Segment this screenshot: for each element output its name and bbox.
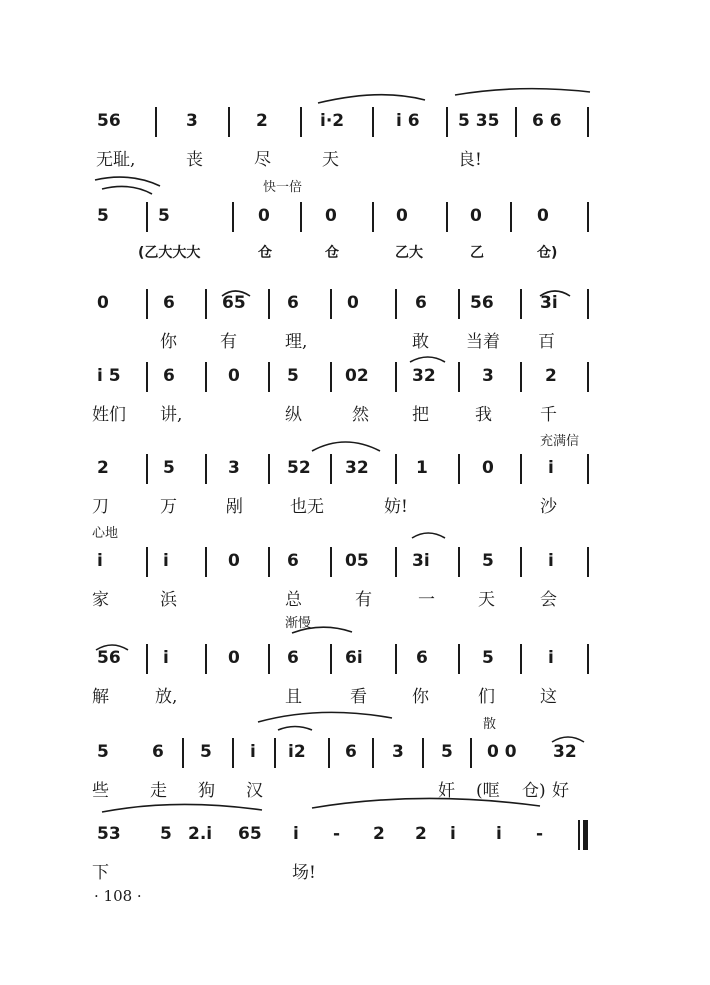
note: i (163, 648, 169, 668)
note: 6 (345, 742, 357, 762)
note: 0 (470, 206, 482, 226)
note: 6i (345, 648, 363, 668)
lyric: 总 (285, 590, 302, 610)
notation-row (0, 360, 710, 394)
barline (520, 547, 522, 577)
barline (446, 202, 448, 232)
lyric: 些 (92, 781, 109, 801)
lyric: 好 (552, 781, 569, 801)
note: 1 (416, 458, 428, 478)
note: 6 (415, 293, 427, 313)
lyric: 下 (92, 863, 109, 883)
barline (330, 289, 332, 319)
lyric: 浜 (160, 590, 177, 610)
barline (146, 644, 148, 674)
note: 6 (163, 366, 175, 386)
barline (395, 289, 397, 319)
note: 56 (97, 648, 121, 668)
barline (458, 644, 460, 674)
note: i2 (288, 742, 306, 762)
note: - (333, 824, 341, 844)
note: 65 (238, 824, 262, 844)
lyric: 万 (160, 497, 177, 517)
lyric: 剐 (226, 497, 243, 517)
note: i·2 (320, 111, 345, 131)
percussion-text: 仓 (325, 245, 339, 261)
note: 52 (287, 458, 311, 478)
barline (228, 107, 230, 137)
note: 0 (396, 206, 408, 226)
barline (470, 738, 472, 768)
note: 32 (553, 742, 577, 762)
lyric: 走 (150, 781, 167, 801)
note: 5 (160, 824, 172, 844)
note: 2 (97, 458, 109, 478)
lyric: 当着 (466, 332, 500, 352)
note: 5 (441, 742, 453, 762)
barline (520, 289, 522, 319)
lyric: 无耻, (96, 150, 136, 170)
note: 0 (97, 293, 109, 313)
barline (146, 362, 148, 392)
note: 5 35 (458, 111, 500, 131)
barline (458, 289, 460, 319)
barline (182, 738, 184, 768)
barline (330, 547, 332, 577)
note: 6 (163, 293, 175, 313)
note: 2.i (188, 824, 213, 844)
expression-mark: 充满信 (540, 434, 580, 449)
lyric: 会 (540, 590, 557, 610)
barline (422, 738, 424, 768)
note: 0 (228, 648, 240, 668)
lyric: 这 (540, 687, 557, 707)
barline (268, 644, 270, 674)
barline (520, 644, 522, 674)
note: i (250, 742, 256, 762)
barline (328, 738, 330, 768)
lyric: 丧 (186, 150, 203, 170)
lyric: 然 (352, 405, 369, 425)
barline (146, 289, 148, 319)
lyric: 你 (160, 332, 177, 352)
barline (587, 644, 589, 674)
note: 3 (482, 366, 494, 386)
note: 2 (373, 824, 385, 844)
note: 6 (287, 648, 299, 668)
barline (268, 547, 270, 577)
note: i (293, 824, 299, 844)
note: i (548, 551, 554, 571)
barline (395, 644, 397, 674)
note: i (163, 551, 169, 571)
note: 0 (537, 206, 549, 226)
barline (205, 454, 207, 484)
final-barline (583, 820, 588, 850)
note: 53 (97, 824, 121, 844)
lyric: 敢 (412, 332, 429, 352)
barline (510, 202, 512, 232)
lyric: 天 (478, 590, 495, 610)
note: 5 (158, 206, 170, 226)
note: 2 (415, 824, 427, 844)
percussion-text: 乙大 (395, 245, 423, 261)
barline (520, 454, 522, 484)
lyric: 一 (418, 590, 435, 610)
barline (232, 202, 234, 232)
barline (395, 454, 397, 484)
barline (268, 454, 270, 484)
note: 6 (287, 551, 299, 571)
lyric: 解 (92, 687, 109, 707)
lyric: 也无 (290, 497, 324, 517)
note: 5 (482, 648, 494, 668)
barline (395, 362, 397, 392)
lyric: 有 (355, 590, 372, 610)
barline (395, 547, 397, 577)
note: i 6 (396, 111, 420, 131)
note: 5 (200, 742, 212, 762)
note: 5 (287, 366, 299, 386)
page-number: · 108 · (94, 887, 142, 905)
percussion-text: 仓 (258, 245, 272, 261)
lyric: 讲, (160, 405, 183, 425)
note: 32 (412, 366, 436, 386)
barline (205, 644, 207, 674)
notation-row (0, 545, 710, 579)
barline (300, 202, 302, 232)
note: 5 (97, 206, 109, 226)
notation-row (0, 736, 710, 770)
note: 32 (345, 458, 369, 478)
lyric: 放, (155, 687, 178, 707)
expression-mark: 渐慢 (285, 616, 312, 631)
barline (587, 454, 589, 484)
barline (458, 454, 460, 484)
barline (205, 289, 207, 319)
note: 56 (97, 111, 121, 131)
lyric: 且 (285, 687, 302, 707)
lyric: 纵 (285, 405, 302, 425)
note: i (97, 551, 103, 571)
barline (372, 738, 374, 768)
note: 6 (287, 293, 299, 313)
note: i (450, 824, 456, 844)
note: 0 (228, 551, 240, 571)
note: 0 0 (487, 742, 517, 762)
final-barline (578, 820, 580, 850)
notation-row (0, 105, 710, 139)
barline (458, 362, 460, 392)
note: 0 (325, 206, 337, 226)
lyric: 你 (412, 687, 429, 707)
barline (372, 202, 374, 232)
barline (587, 362, 589, 392)
lyric: 妨! (384, 497, 408, 517)
barline (372, 107, 374, 137)
lyric: 把 (412, 405, 429, 425)
tempo-mark: 快一倍 (263, 180, 303, 195)
expression-mark: 散 (483, 717, 497, 732)
lyric: 百 (538, 332, 555, 352)
note: 0 (258, 206, 270, 226)
lyric: 汉 (246, 781, 263, 801)
barline (587, 289, 589, 319)
barline (146, 454, 148, 484)
barline (146, 547, 148, 577)
barline (446, 107, 448, 137)
lyric: 奸 (438, 781, 455, 801)
barline (300, 107, 302, 137)
lyric: 们 (478, 687, 495, 707)
note: - (536, 824, 544, 844)
lyric: 沙 (540, 497, 557, 517)
note: 5 (482, 551, 494, 571)
barline (155, 107, 157, 137)
note: 0 (482, 458, 494, 478)
lyric: 刀 (92, 497, 109, 517)
barline (330, 644, 332, 674)
barline (205, 547, 207, 577)
barline (268, 362, 270, 392)
expression-mark: 心地 (92, 526, 119, 541)
barline (587, 107, 589, 137)
lyric: 千 (540, 405, 557, 425)
note: 6 6 (532, 111, 562, 131)
lyric: 尽 (254, 150, 271, 170)
notation-row (0, 818, 710, 852)
barline (587, 202, 589, 232)
lyric: 场! (292, 863, 316, 883)
notation-row (0, 287, 710, 321)
percussion-text: 乙 (470, 245, 484, 261)
note: 5 (97, 742, 109, 762)
lyric: 家 (92, 590, 109, 610)
lyric: 狗 (198, 781, 215, 801)
note: 65 (222, 293, 246, 313)
percussion-text: (乙大大大 (138, 245, 201, 261)
note: 02 (345, 366, 369, 386)
lyric: 姓们 (92, 405, 126, 425)
barline (330, 362, 332, 392)
lyric: 理, (285, 332, 308, 352)
lyric: 良! (458, 150, 482, 170)
notation-row (0, 200, 710, 234)
barline (458, 547, 460, 577)
lyric: 看 (350, 687, 367, 707)
note: 05 (345, 551, 369, 571)
note: 2 (256, 111, 268, 131)
barline (330, 454, 332, 484)
barline (515, 107, 517, 137)
notation-row (0, 452, 710, 486)
note: 3i (540, 293, 558, 313)
note: 5 (163, 458, 175, 478)
barline (274, 738, 276, 768)
barline (232, 738, 234, 768)
note: i (548, 458, 554, 478)
lyric: 天 (322, 150, 339, 170)
note: 56 (470, 293, 494, 313)
note: 2 (545, 366, 557, 386)
barline (146, 202, 148, 232)
note: i 5 (97, 366, 121, 386)
lyric: 我 (475, 405, 492, 425)
note: 3 (186, 111, 198, 131)
barline (205, 362, 207, 392)
notation-row (0, 642, 710, 676)
note: 6 (416, 648, 428, 668)
note: i (548, 648, 554, 668)
barline (268, 289, 270, 319)
barline (520, 362, 522, 392)
note: 0 (347, 293, 359, 313)
note: 3 (228, 458, 240, 478)
percussion-text: 仓) (537, 245, 558, 261)
note: 3i (412, 551, 430, 571)
barline (587, 547, 589, 577)
lyric: 有 (220, 332, 237, 352)
note: i (496, 824, 502, 844)
note: 6 (152, 742, 164, 762)
lyric: (哐 (476, 781, 500, 801)
note: 3 (392, 742, 404, 762)
note: 0 (228, 366, 240, 386)
lyric: 仓) (522, 781, 546, 801)
